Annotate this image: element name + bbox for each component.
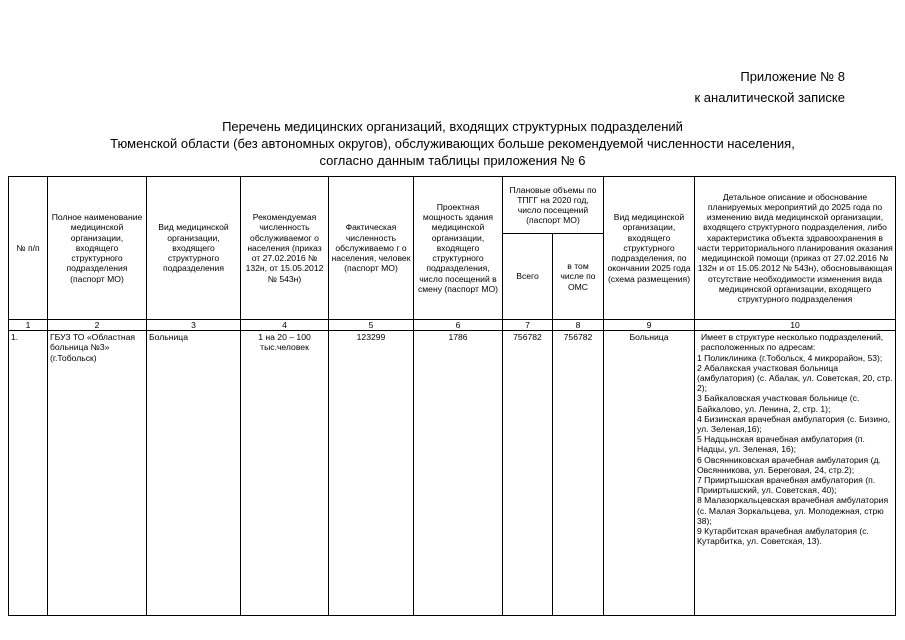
description-intro: Имеет в структуре несколько подразделений, расположенных по адресам: (701, 332, 884, 353)
recommended-population: 1 на 20 – 100 тыс.человек (241, 331, 329, 616)
col-number: 7 (503, 320, 553, 331)
header-description: Детальное описание и обоснование планируемых мероприятий до 2025 года по изменению вида медицинской организации, входящего структурного подразделения, либо характеристика объекта здравоохранения в части территориального планирования оказания медицинской помощи (приказ от 27.02.2016 № 132н и от 15.05.2012 № 543н), обосновывающая отсутствие необходимости изменения вида медицинской организации, входящего структурного подразделения (695, 177, 896, 320)
appendix-reference: к аналитической записке (694, 90, 845, 105)
col-number: 8 (553, 320, 604, 331)
col-number: 4 (241, 320, 329, 331)
header-org-name: Полное наименование медицинской организации, входящего структурного подразделения (паспорт МО) (48, 177, 147, 320)
col-number: 3 (147, 320, 241, 331)
header-type-2025: Вид медицинской организации, входящего структурного подразделения, по окончании 2025 года (схема размещения) (604, 177, 695, 320)
description-cell (695, 331, 896, 616)
document-title (40, 118, 865, 169)
header-recommended-population: Рекомендуемая численность обслуживаемог о населения (приказ от 27.02.2016 № 132н, от 15.05.2012 № 543н) (241, 177, 329, 320)
address-item: 4 Бизинская врачебная амбулатория (с. Бизино, ул. Зеленая,16); (697, 413, 891, 435)
type-2025: Больница (604, 331, 695, 616)
header-planned-volumes: Плановые объемы по ТПГГ на 2020 год, число посещений (паспорт МО) (503, 177, 604, 234)
col-number: 10 (695, 320, 896, 331)
col-number: 6 (414, 320, 503, 331)
col-number: 5 (329, 320, 414, 331)
col-number: 9 (604, 320, 695, 331)
appendix-number: Приложение № 8 (740, 69, 845, 84)
header-actual-population: Фактическая численность обслуживаемо г о населения, человек (паспорт МО) (329, 177, 414, 320)
title-line-1: Перечень медицинских организаций, входящих структурных подразделений (222, 119, 683, 134)
col-number: 2 (48, 320, 147, 331)
org-type: Больница (147, 331, 241, 616)
address-item: 7 Прииртышская врачебная амбулатория (п. Прииртышский, ул. Советская, 40); (697, 475, 876, 496)
appendix-header (695, 66, 846, 108)
organizations-table (8, 176, 896, 616)
address-item: 2 Абалакская участковая больница (амбулатория) (с. Абалак, ул. Советская, 20, стр. 2); (697, 362, 893, 394)
address-item: 5 Надцынская врачебная амбулатория (п. Надцы, ул. Зеленая, 16); (697, 434, 865, 455)
table-row (9, 331, 896, 616)
org-name: ГБУЗ ТО «Областная больница №3» (г.Тобольск) (48, 331, 147, 616)
actual-population: 123299 (329, 331, 414, 616)
address-item: 8 Малазоркальцевская врачебная амбулатория (с. Малая Зоркальцева, ул. Молодежная, стрю 38); (697, 495, 889, 526)
row-num: 1. (9, 331, 48, 616)
header-oms: в том числе по ОМС (553, 234, 604, 320)
header-num: № п/п (9, 177, 48, 320)
header-org-type: Вид медицинской организации, входящего структурного подразделения (147, 177, 241, 320)
address-item: 1 Поликлиника (г.Тобольск, 4 микрорайон, 53); (697, 352, 883, 363)
design-capacity: 1786 (414, 331, 503, 616)
header-total: Всего (503, 234, 553, 320)
title-line-3: согласно данным таблицы приложения № 6 (319, 153, 586, 168)
header-design-capacity: Проектная мощность здания медицинской организации, входящего структурного подразделения, число посещений в смену (паспорт МО) (414, 177, 503, 320)
address-list (697, 332, 893, 546)
title-line-2: Тюменской области (без автономных округов), обслуживающих больше рекомендуемой численности населения, (110, 136, 795, 151)
planned-oms: 756782 (553, 331, 604, 616)
column-number-row (9, 320, 896, 331)
address-item: 6 Овсянниковская врачебная амбулатория (д. Овсянникова, ул. Береговая, 24, стр.2); (697, 454, 881, 475)
col-number: 1 (9, 320, 48, 331)
planned-total: 756782 (503, 331, 553, 616)
address-item: 3 Байкаловская участковая больнице (с. Байкалово, ул. Ленина, 2, стр. 1); (697, 393, 860, 414)
address-item: 9 Кутарбитская врачебная амбулатория (с. Кутарбитка, ул. Советская, 13). (697, 526, 869, 547)
